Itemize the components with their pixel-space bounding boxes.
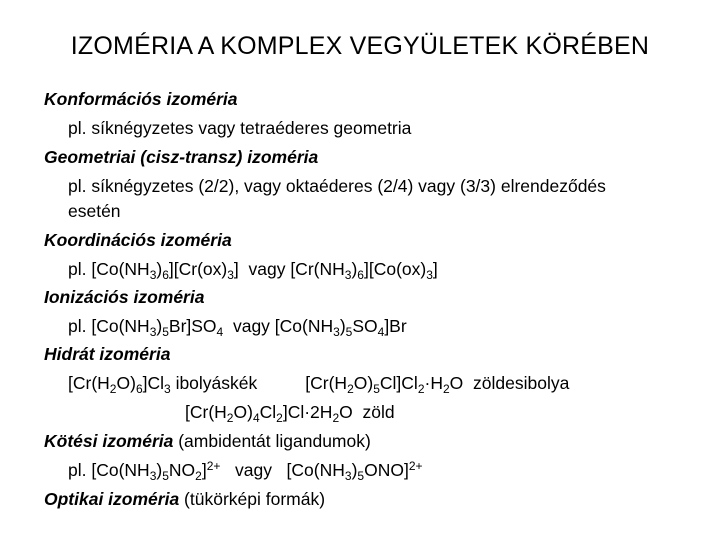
subscript: 3 [344, 469, 352, 483]
subscript: 3 [149, 268, 157, 282]
subscript: 3 [426, 268, 433, 282]
subscript: 6 [162, 268, 169, 282]
formula-text: O) [233, 402, 253, 422]
subscript: 2 [347, 382, 354, 396]
color-label: ibolyáskék [170, 373, 258, 393]
section-heading-ionizacios: Ionizációs izoméria [44, 287, 205, 307]
formula-text: O zöld [339, 402, 395, 422]
subscript: 5 [162, 469, 169, 483]
formula-text: ]Cl [142, 373, 165, 393]
formula-text: [Cr(H [68, 373, 110, 393]
subscript: 3 [227, 268, 234, 282]
subscript: 2 [195, 469, 202, 483]
section-heading-geometriai: Geometriai (cisz-transz) izoméria [44, 147, 319, 167]
formula-text: ] [432, 259, 438, 279]
formula-text: ) [351, 259, 358, 279]
section-detail-konformacios: pl. síknégyzetes vagy tetraéderes geometria [68, 118, 412, 138]
subscript: 2 [276, 411, 283, 425]
section-heading-optikai-note: (tükörképi formák) [179, 489, 326, 509]
formula-text: ][Cr(ox) [168, 259, 228, 279]
section-detail-hidrat-line2 [185, 401, 395, 423]
formula-text: ] vagy [Cr(NH [233, 259, 345, 279]
subscript: 2 [442, 382, 450, 396]
formula-text: ) [156, 460, 163, 480]
section-detail-ionizacios [68, 315, 407, 337]
subscript: 5 [345, 325, 353, 339]
section-detail-geometriai: pl. síknégyzetes (2/2), vagy oktaéderes (2/4) vagy (3/3) elrendeződés [68, 176, 606, 196]
formula-text: Cl]Cl [379, 373, 418, 393]
formula-text: vagy [Co(NH [223, 316, 334, 336]
formula-text: ) [339, 316, 346, 336]
subscript: 2 [226, 411, 234, 425]
subscript: 6 [135, 382, 143, 396]
formula-text: ) [156, 259, 163, 279]
section-detail-geometriai-cont: esetén [68, 201, 121, 221]
section-heading-hidrat: Hidrát izoméria [44, 344, 171, 364]
subscript: 3 [164, 382, 171, 396]
page-title: IZOMÉRIA A KOMPLEX VEGYÜLETEK KÖRÉBEN [70, 32, 650, 60]
subscript: 3 [149, 325, 157, 339]
section-heading-optikai-text: Optikai izoméria [44, 489, 180, 509]
superscript: 2+ [206, 459, 221, 473]
section-heading-kotesi-note: (ambidentát ligandumok) [173, 431, 371, 451]
section-heading-kotesi [44, 430, 371, 452]
section-heading-kotesi-text: Kötési izoméria [44, 431, 174, 451]
subscript: 5 [373, 382, 380, 396]
formula-text: ) [351, 460, 358, 480]
formula-text: pl. [Co(NH [68, 460, 150, 480]
formula-text: Cl [259, 402, 277, 422]
formula-text: O zöldesibolya [449, 373, 570, 393]
section-heading-optikai [44, 488, 325, 510]
formula-text: pl. [Co(NH [68, 259, 150, 279]
formula-text: Br]SO [168, 316, 217, 336]
formula-text: [Cr(H [185, 402, 227, 422]
formula-text: [Cr(H [305, 373, 348, 393]
subscript: 5 [162, 325, 169, 339]
section-heading-konformacios: Konformációs izoméria [44, 89, 238, 109]
formula-text: ]Cl·2H [282, 402, 333, 422]
subscript: 2 [109, 382, 117, 396]
subscript: 4 [252, 411, 260, 425]
formula-text: O) [353, 373, 374, 393]
formula-text: NO [168, 460, 196, 480]
subscript: 2 [417, 382, 425, 396]
subscript: 6 [357, 268, 364, 282]
formula-text: ] [201, 460, 207, 480]
formula-text: vagy [Co(NH [220, 460, 345, 480]
formula-text: O) [116, 373, 136, 393]
section-detail-kotesi [68, 459, 423, 481]
formula-text: ·H [424, 373, 443, 393]
subscript: 5 [357, 469, 365, 483]
subscript: 2 [332, 411, 340, 425]
subscript: 3 [333, 325, 340, 339]
subscript: 3 [149, 469, 157, 483]
formula-text: ) [156, 316, 163, 336]
superscript: 2+ [408, 459, 423, 473]
section-heading-koordinacios: Koordinációs izoméria [44, 230, 232, 250]
subscript: 4 [216, 325, 224, 339]
subscript: 4 [377, 325, 385, 339]
section-detail-hidrat-line1 [68, 372, 569, 394]
section-detail-koordinacios [68, 258, 438, 280]
formula-text: ONO] [364, 460, 409, 480]
formula-text: SO [352, 316, 378, 336]
subscript: 3 [344, 268, 352, 282]
formula-text: ]Br [384, 316, 407, 336]
formula-text: ][Co(ox) [363, 259, 427, 279]
formula-text: pl. [Co(NH [68, 316, 150, 336]
